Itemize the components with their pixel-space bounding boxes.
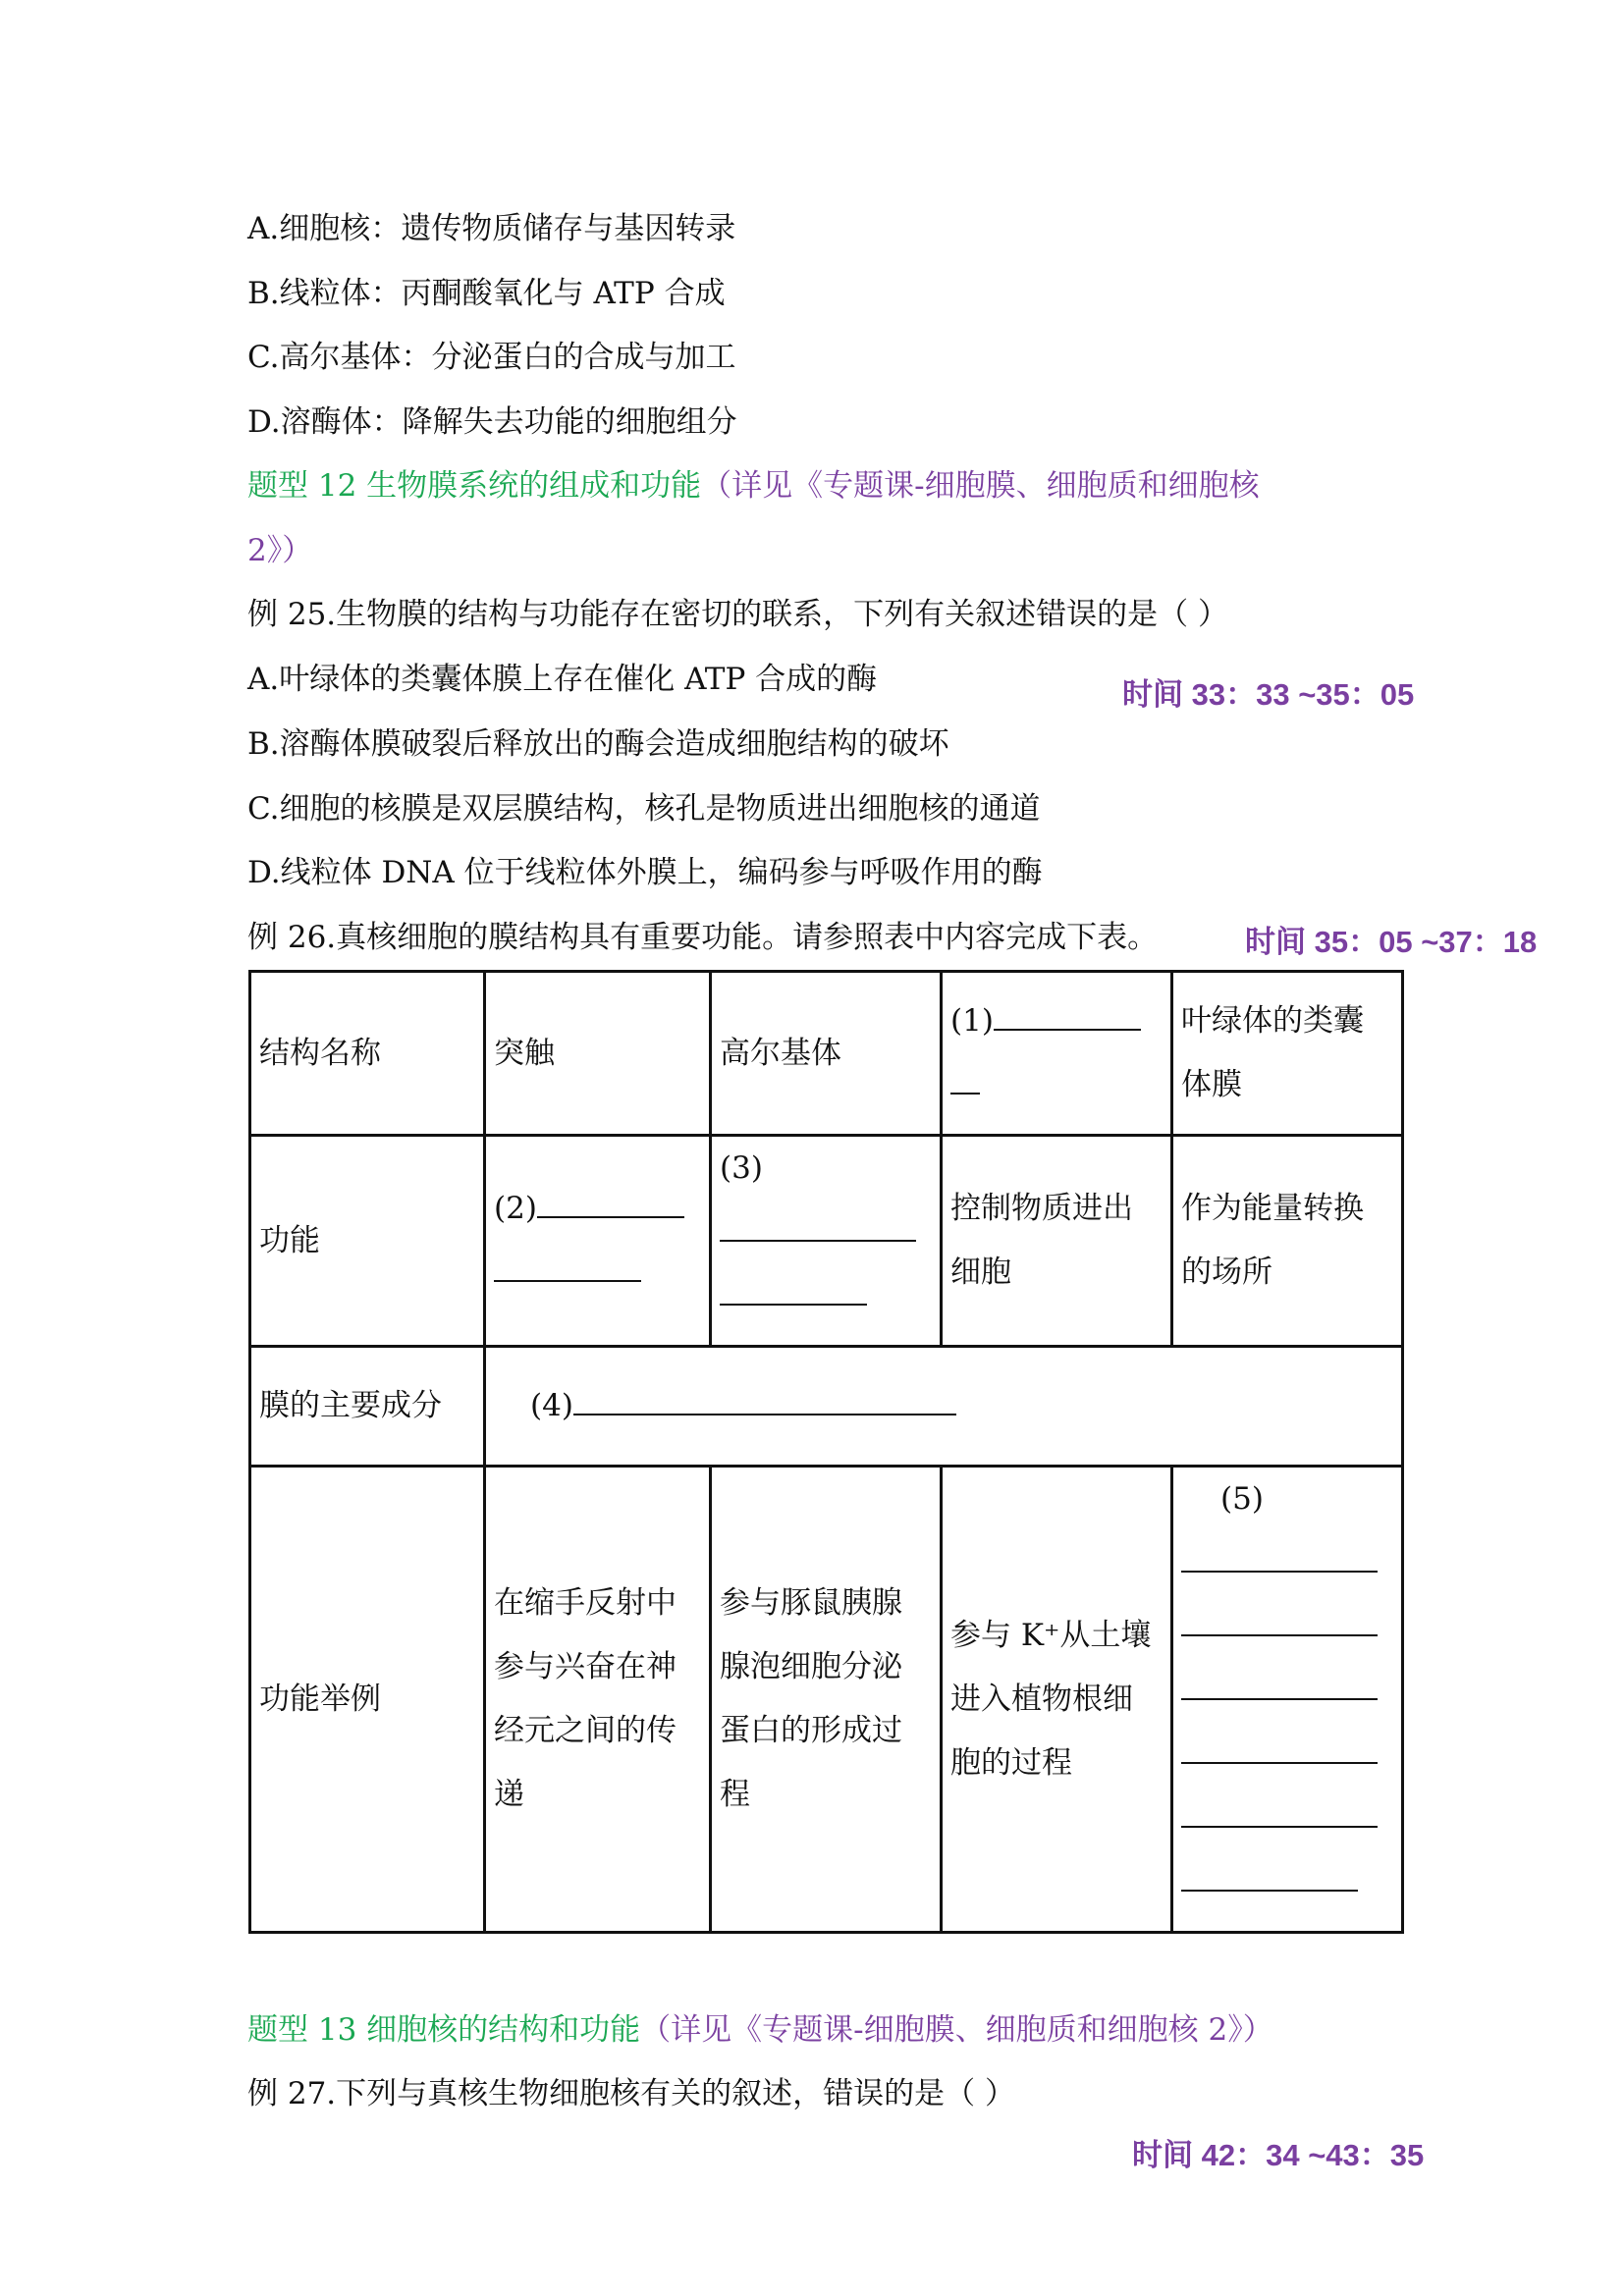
answer-line — [720, 1210, 916, 1242]
example-25-option-d: D.线粒体 DNA 位于线粒体外膜上，编码参与呼吸作用的酶 — [247, 855, 1043, 890]
answer-line — [573, 1384, 956, 1415]
section-13-title: 题型 13 细胞核的结构和功能 — [247, 2012, 641, 2048]
function-nuclear-envelope: 控制物质进出细胞 — [942, 1136, 1172, 1347]
answer-line — [1181, 1669, 1378, 1700]
example-golgi: 参与豚鼠胰腺腺泡细胞分泌蛋白的形成过程 — [711, 1467, 942, 1933]
section-13-heading — [247, 2008, 1273, 2052]
answer-line — [950, 1063, 980, 1095]
blank-3-label: (3) — [720, 1150, 763, 1186]
option-b: B.线粒体：丙酮酸氧化与 ATP 合成 — [247, 276, 726, 311]
answer-line — [1181, 1860, 1358, 1892]
option-c: C.高尔基体：分泌蛋白的合成与加工 — [247, 340, 736, 375]
row-label-example: 功能举例 — [250, 1467, 485, 1933]
component-blank-4[interactable] — [485, 1347, 1403, 1467]
row-label-name: 结构名称 — [250, 972, 485, 1136]
blank-2-label: (2) — [494, 1191, 537, 1226]
section-13-ref: （详见《专题课-细胞膜、细胞质和细胞核 2》） — [640, 2012, 1273, 2048]
example-25-time: 时间 33：33 ~35：05 — [1122, 677, 1415, 712]
row-label-function: 功能 — [250, 1136, 485, 1347]
example-synapse: 在缩手反射中参与兴奋在神经元之间的传递 — [485, 1467, 711, 1933]
answer-line — [1181, 1796, 1378, 1828]
example-25-option-a: A.叶绿体的类囊体膜上存在催化 ATP 合成的酶 — [247, 662, 878, 697]
blank-4-label: (4) — [530, 1388, 573, 1423]
answer-line — [494, 1251, 641, 1282]
answer-line — [1181, 1733, 1378, 1764]
row-label-component: 膜的主要成分 — [250, 1347, 485, 1467]
section-12-ref: （详见《专题课-细胞膜、细胞质和细胞核 — [701, 468, 1260, 504]
example-blank-5[interactable] — [1172, 1467, 1403, 1933]
name-golgi: 高尔基体 — [711, 972, 942, 1136]
blank-5-label: (5) — [1220, 1481, 1264, 1517]
answer-line — [537, 1187, 684, 1218]
name-blank-1[interactable] — [942, 972, 1172, 1136]
example-25-option-b: B.溶酶体膜破裂后释放出的酶会造成细胞结构的破坏 — [247, 726, 949, 762]
section-12-title: 题型 12 生物膜系统的组成和功能 — [247, 468, 702, 504]
option-a: A.细胞核：遗传物质储存与基因转录 — [247, 211, 736, 246]
section-12-heading — [247, 464, 1260, 507]
answer-line — [1181, 1541, 1378, 1573]
example-25-stem: 例 25.生物膜的结构与功能存在密切的联系，下列有关叙述错误的是（ ） — [247, 597, 1229, 632]
example-nuclear: 参与 K⁺从土壤进入植物根细胞的过程 — [942, 1467, 1172, 1933]
membrane-table — [248, 970, 1404, 1934]
example-26-time: 时间 35：05 ~37：18 — [1245, 925, 1538, 959]
answer-line — [720, 1274, 867, 1306]
example-27-time: 时间 42：34 ~43：35 — [1132, 2138, 1425, 2172]
option-d: D.溶酶体：降解失去功能的细胞组分 — [247, 404, 737, 440]
name-synapse: 突触 — [485, 972, 711, 1136]
blank-1-label: (1) — [950, 1003, 994, 1039]
example-25-option-c: C.细胞的核膜是双层膜结构，核孔是物质进出细胞核的通道 — [247, 791, 1041, 827]
function-thylakoid: 作为能量转换的场所 — [1172, 1136, 1403, 1347]
section-12-ref-cont: 2》） — [247, 533, 313, 568]
example-26-stem: 例 26.真核细胞的膜结构具有重要功能。请参照表中内容完成下表。 — [247, 920, 1159, 955]
function-blank-3[interactable] — [711, 1136, 942, 1347]
function-blank-2[interactable] — [485, 1136, 711, 1347]
example-27-stem: 例 27.下列与真核生物细胞核有关的叙述，错误的是（ ） — [247, 2076, 1016, 2111]
answer-line — [1181, 1605, 1378, 1636]
name-thylakoid: 叶绿体的类囊体膜 — [1172, 972, 1403, 1136]
answer-line — [994, 999, 1141, 1031]
